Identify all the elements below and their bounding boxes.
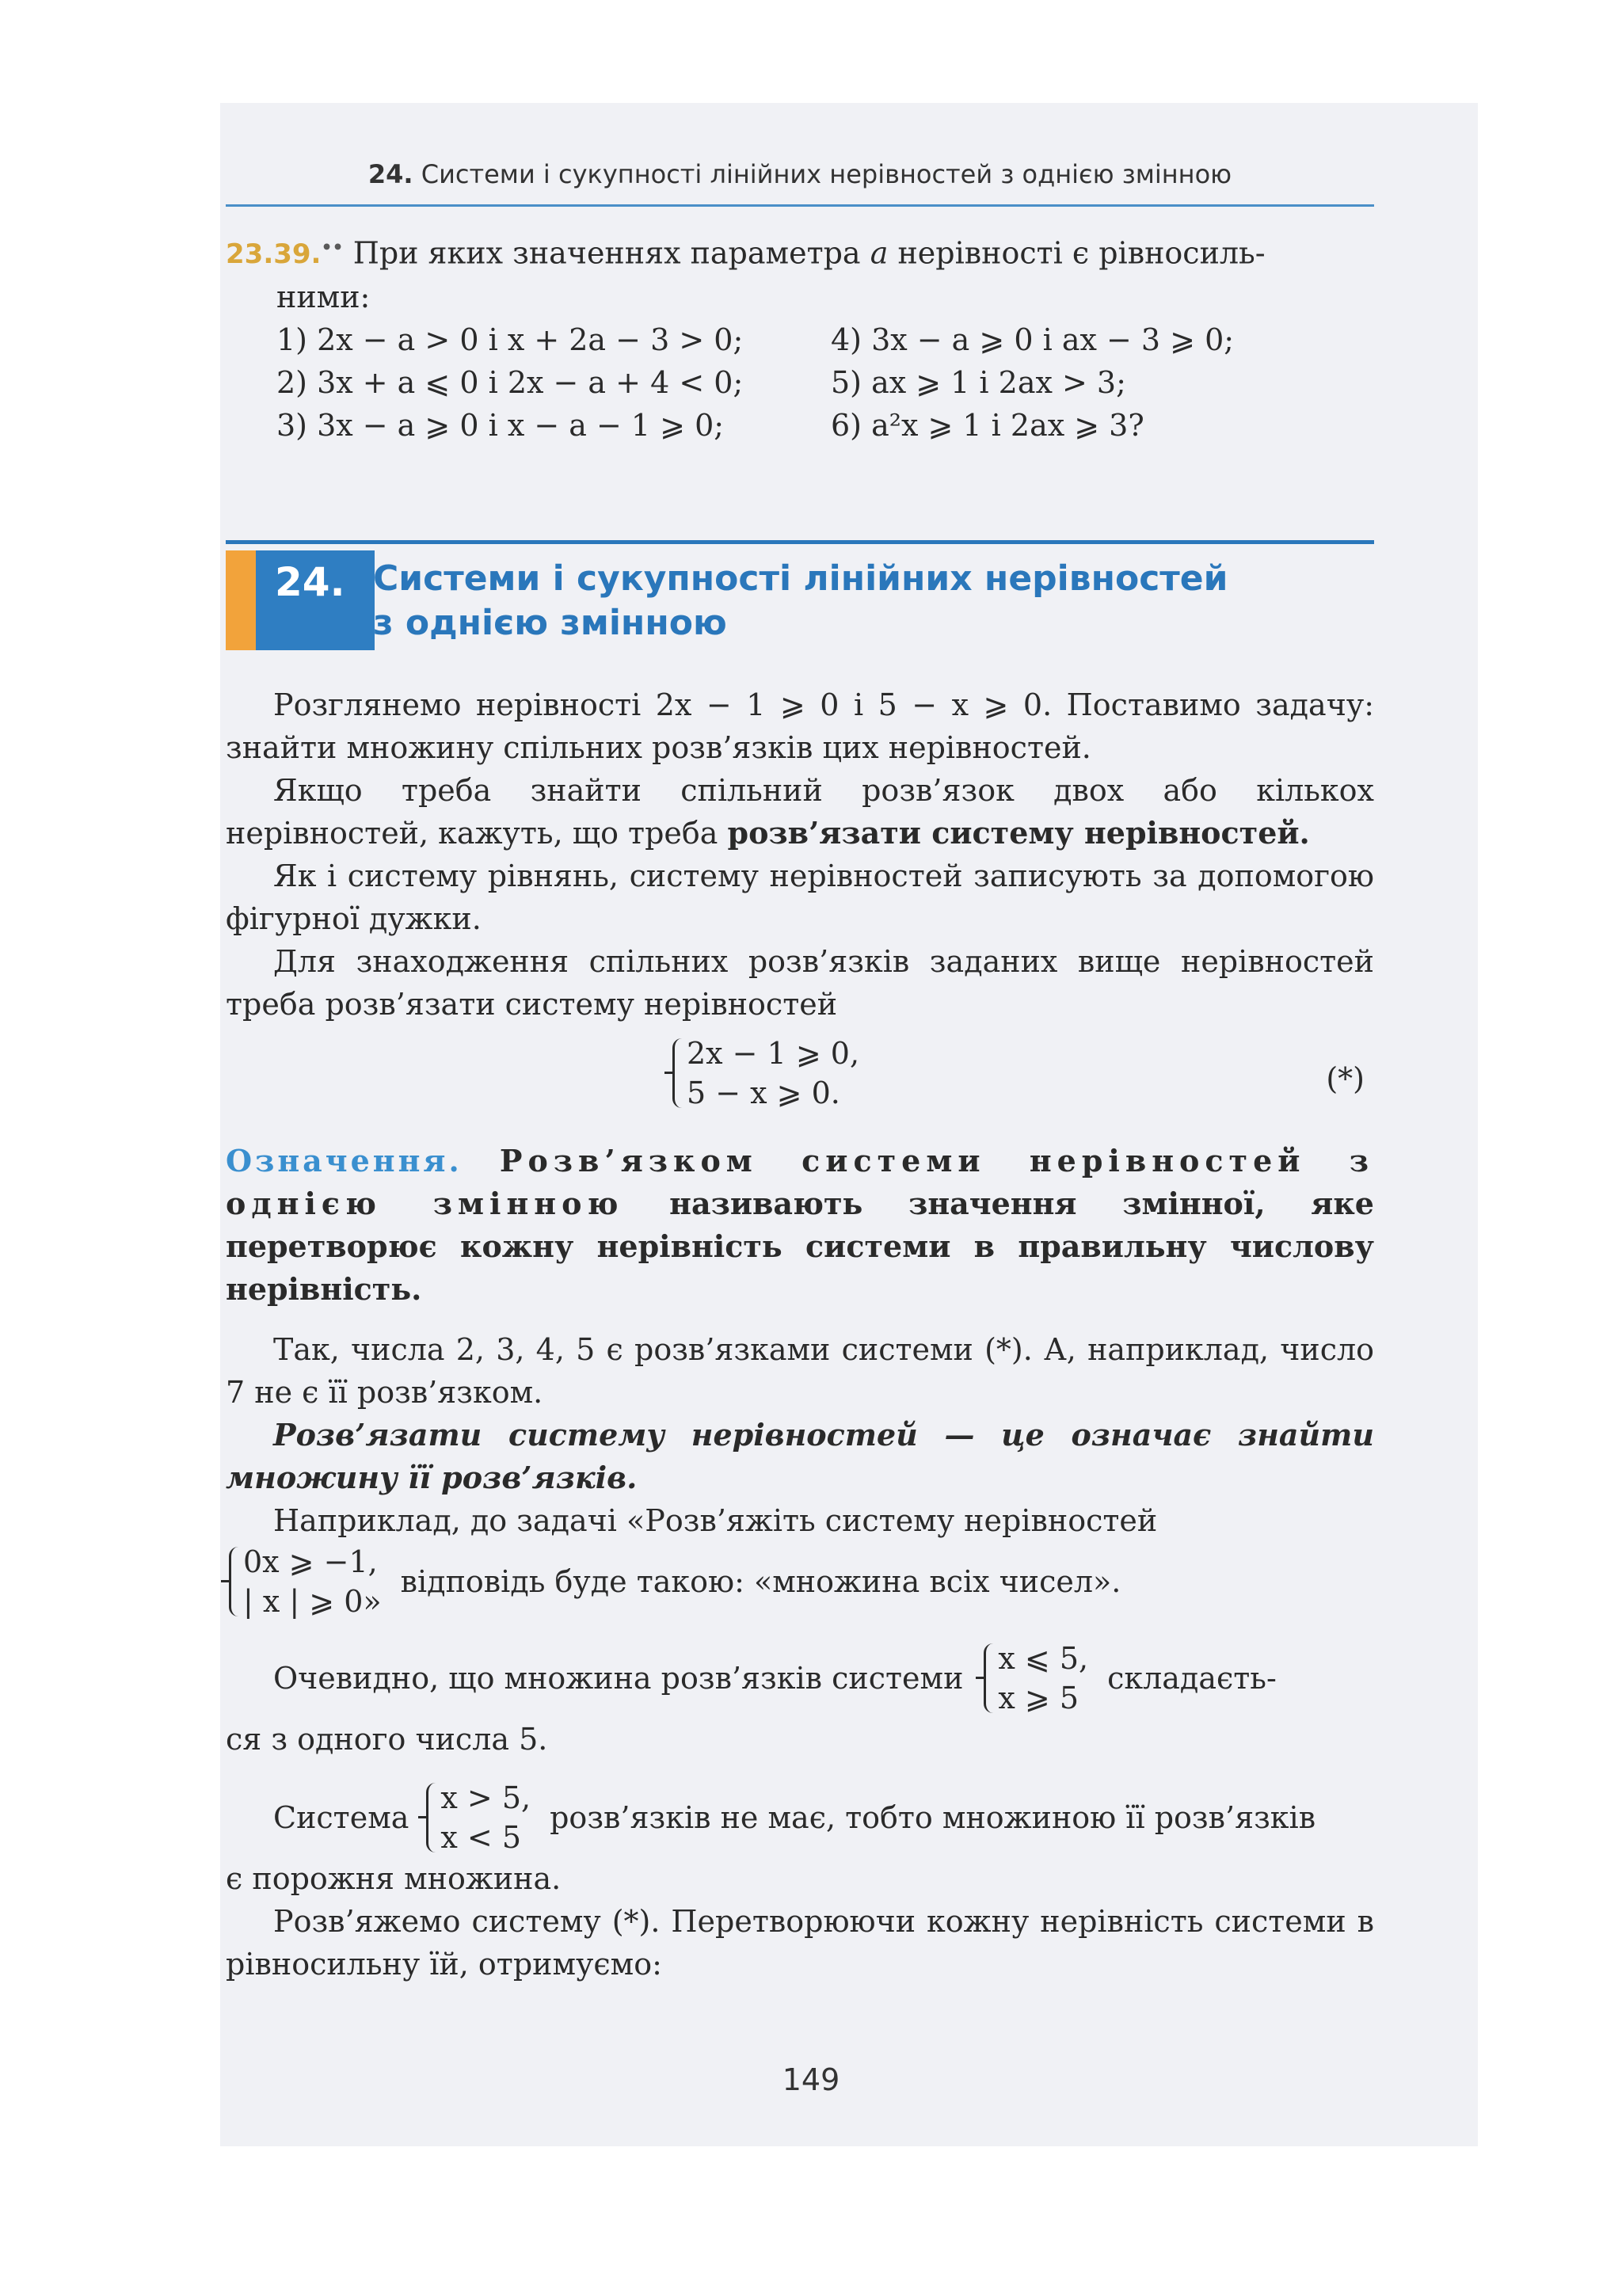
paragraph: Наприклад, до задачі «Розв’яжіть систему нерівностей [273,1503,1158,1539]
difficulty-marks: •• [321,238,344,258]
definition [226,1140,1374,1311]
exercise-item: 3) 3x − a ⩾ 0 і x − a − 1 ⩾ 0; [276,408,725,444]
system-brace [226,1542,382,1621]
exercise-item: 6) a²x ⩾ 1 і 2ax ⩾ 3? [831,408,1144,444]
system-brace [669,1034,859,1113]
equation-label: (*) [1326,1061,1365,1097]
paragraph: ся з одного числа 5. [226,1722,548,1757]
definition-text: називають значення змінної, яке перетворює кожну нерівність системи в правильну числову нерівність. [226,1186,1374,1308]
example-system-row [226,1639,1374,1718]
system-line: 0x ⩾ −1, [243,1544,378,1580]
exercise-item: 1) 2x − a > 0 і x + 2a − 3 > 0; [276,322,744,358]
paragraph: Розв’яжемо систему (*). Перетворюючи кожну нерівність системи в рівносильну їй, отримуємо: [226,1904,1374,1982]
exercise-item: 2) 3x + a ⩽ 0 і 2x − a + 4 < 0; [276,365,744,401]
paragraph: є порожня множина. [226,1861,562,1897]
exercise-parameter: a [870,235,889,271]
paragraph: Розглянемо нерівності 2x − 1 ⩾ 0 і 5 − x ⩾ 0. Поставимо задачу: знайти множину спільних розв’язків цих нерівностей. [226,687,1374,766]
running-head-text: Системи і сукупності лінійних нерівностей з однією змінною [413,159,1232,189]
system-star [226,1030,1374,1125]
page-number: 149 [782,2062,840,2097]
emphasis-paragraph: Розв’язати систему нерівностей — це означає знайти множину її розв’язків. [226,1417,1374,1496]
paragraph-fragment: складаєть- [1107,1661,1277,1696]
exercise-23-39 [226,227,1374,447]
section-accent-bar [226,550,256,650]
system-line: 2x − 1 ⩾ 0, [687,1036,860,1072]
section-header [226,540,1374,649]
example-system-row [226,1542,1374,1621]
exercise-text: При яких значеннях параметра [352,235,861,271]
system-line: 5 − x ⩾ 0. [687,1076,840,1111]
section-number: 24. [275,559,345,606]
paragraph-fragment: Очевидно, що множина розв’язків системи [273,1661,964,1696]
definition-label: Означення. [226,1143,463,1179]
exercise-items [226,318,1374,447]
section-title-line-2: з однією змінною [373,603,727,644]
paragraph-fragment: розв’язків не має, тобто множиною її розв’язків [550,1800,1316,1836]
exercise-line-2: ними: [276,280,371,315]
system-brace [980,1639,1088,1718]
example-system-row [226,1778,1374,1857]
exercise-item: 5) ax ⩾ 1 і 2ax > 3; [831,365,1126,401]
system-line: x < 5 [440,1820,522,1856]
section-title-line-1: Системи і сукупності лінійних нерівностей [373,558,1228,600]
exercise-item: 4) 3x − a ⩾ 0 і ax − 3 ⩾ 0; [831,322,1235,358]
system-line: x ⩾ 5 [998,1681,1079,1716]
exercise-text-end: нерівності є рівносиль- [897,235,1266,271]
exercise-line-1 [226,227,1374,276]
system-line: | x | ⩾ 0» [243,1584,382,1620]
paragraph-fragment: Система [273,1800,409,1836]
key-term: розв’язати систему нерівностей. [727,815,1310,851]
exercise-number: 23.39.•• [226,238,344,271]
system-line: x ⩽ 5, [998,1641,1089,1677]
running-head [226,158,1374,207]
paragraph-fragment: відповідь буде такою: «множина всіх чисел». [400,1564,1121,1600]
section-title [373,557,1228,645]
paragraph: Так, числа 2, 3, 4, 5 є розв’язками системи (*). А, наприклад, число 7 не є її розв’язком. [226,1332,1374,1411]
paragraph: Як і систему рівнянь, систему нерівностей записують за допомогою фігурної дужки. [226,859,1374,937]
system-line: x > 5, [440,1780,531,1816]
definition-term: Розв’язком системи нерівностей з однією змінною [226,1143,1374,1222]
paragraph: Для знаходження спільних розв’язків заданих вище нерівностей треба розв’язати систему нерівностей [226,944,1374,1022]
system-brace [423,1778,531,1857]
page-content [226,158,1374,1986]
paragraph: Якщо треба знайти спільний розв’язок двох або кількох нерівностей, кажуть, що треба розв’язати систему нерівностей. [226,773,1374,851]
section-body [226,683,1374,1986]
running-head-number: 24. [367,159,413,189]
